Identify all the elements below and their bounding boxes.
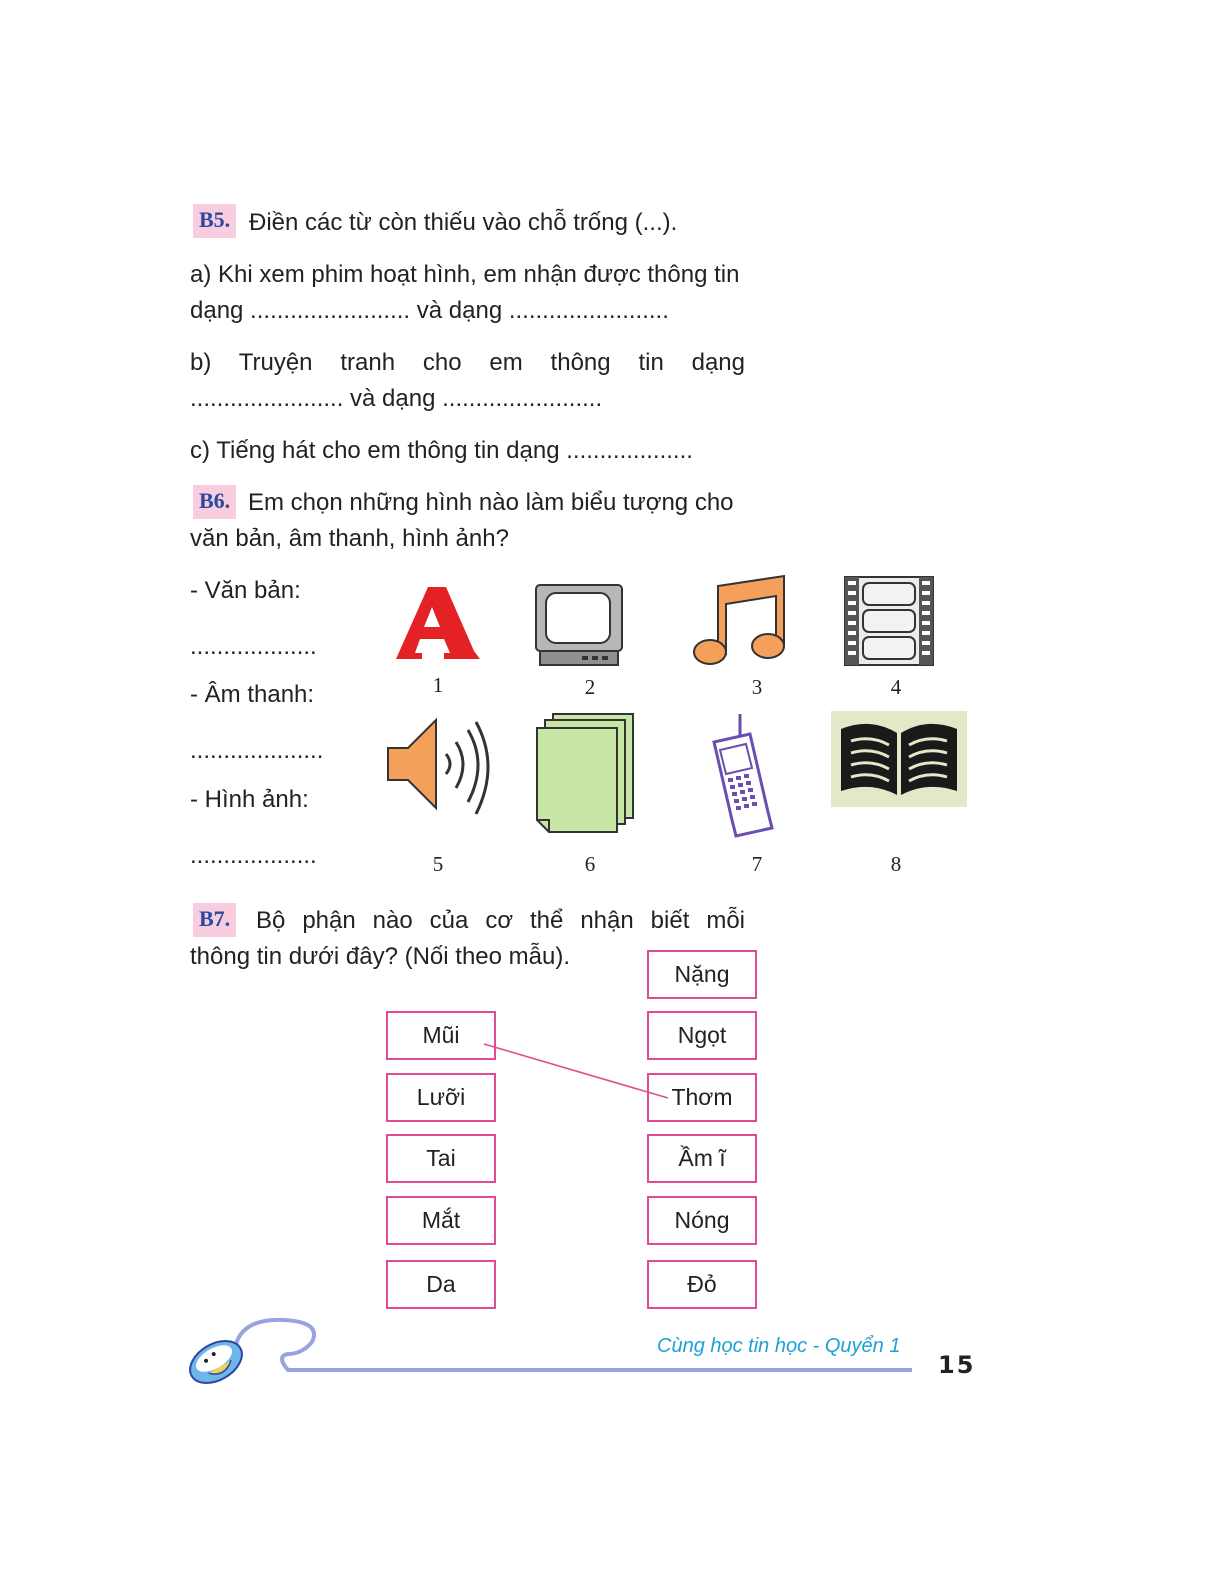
information-box[interactable]: Nặng: [647, 950, 757, 999]
open-book-icon: [831, 711, 967, 807]
icon-number-3: 3: [751, 675, 763, 699]
information-box[interactable]: Nóng: [647, 1196, 757, 1245]
exercise-b7-line1: Bộ phận nào của cơ thể nhận biết mỗi: [256, 907, 745, 934]
exercise-b6-line2: văn bản, âm thanh, hình ảnh?: [190, 525, 509, 552]
exercise-b7-line2: thông tin dưới đây? (Nối theo mẫu).: [190, 943, 571, 970]
icon-number-7: 7: [751, 852, 763, 876]
blank-text-type: ...................: [190, 633, 317, 660]
example-connector-line: [480, 1040, 680, 1104]
icon-number-6: 6: [584, 852, 596, 876]
information-box[interactable]: Đỏ: [647, 1260, 757, 1309]
label-sound-type: - Âm thanh:: [190, 681, 315, 708]
icon-number-1: 1: [432, 673, 444, 697]
body-part-box[interactable]: Mắt: [386, 1196, 496, 1245]
blank-image-type: ...................: [190, 842, 317, 869]
exercise-b6-line1: Em chọn những hình nào làm biểu tượng cho: [248, 489, 734, 516]
letter-a-icon: [388, 585, 482, 661]
icon-number-2: 2: [584, 675, 596, 699]
exercise-b7-tag: B7.: [193, 903, 236, 937]
information-box[interactable]: Thơm: [647, 1073, 757, 1122]
icon-number-5: 5: [432, 852, 444, 876]
body-part-box[interactable]: Tai: [386, 1134, 496, 1183]
page-number: 15: [938, 1351, 976, 1379]
exercise-b5-a-line1: a) Khi xem phim hoạt hình, em nhận được thông tin: [190, 261, 740, 288]
label-image-type: - Hình ảnh:: [190, 786, 309, 813]
exercise-b5-tag: B5.: [193, 204, 236, 238]
television-icon: [534, 583, 624, 667]
exercise-b5-title: Điền các từ còn thiếu vào chỗ trống (...).: [249, 209, 678, 236]
mobile-phone-icon: [706, 712, 776, 838]
information-box[interactable]: Ngọt: [647, 1011, 757, 1060]
document-stack-icon: [535, 712, 637, 836]
exercise-b5-c-line: c) Tiếng hát cho em thông tin dạng ...................: [190, 437, 693, 464]
film-strip-icon: [843, 575, 935, 667]
exercise-b5-b-line2: ....................... và dạng ........................: [190, 385, 603, 412]
exercise-b6-tag: B6.: [193, 485, 236, 519]
icon-number-4: 4: [890, 675, 902, 699]
speaker-icon: [384, 714, 494, 818]
label-text-type: - Văn bản:: [190, 577, 301, 604]
body-part-box[interactable]: Da: [386, 1260, 496, 1309]
footer-book-title: Cùng học tin học - Quyển 1: [657, 1335, 901, 1357]
music-note-icon: [692, 574, 788, 668]
icon-number-8: 8: [890, 852, 902, 876]
blank-sound-type: ....................: [190, 737, 324, 764]
exercise-b5-a-line2: dạng ........................ và dạng ........................: [190, 297, 669, 324]
body-part-box[interactable]: Lưỡi: [386, 1073, 496, 1122]
body-part-box[interactable]: Mũi: [386, 1011, 496, 1060]
information-box[interactable]: Ầm ĩ: [647, 1134, 757, 1183]
exercise-b5-b-line1: b) Truyện tranh cho em thông tin dạng: [190, 349, 745, 376]
